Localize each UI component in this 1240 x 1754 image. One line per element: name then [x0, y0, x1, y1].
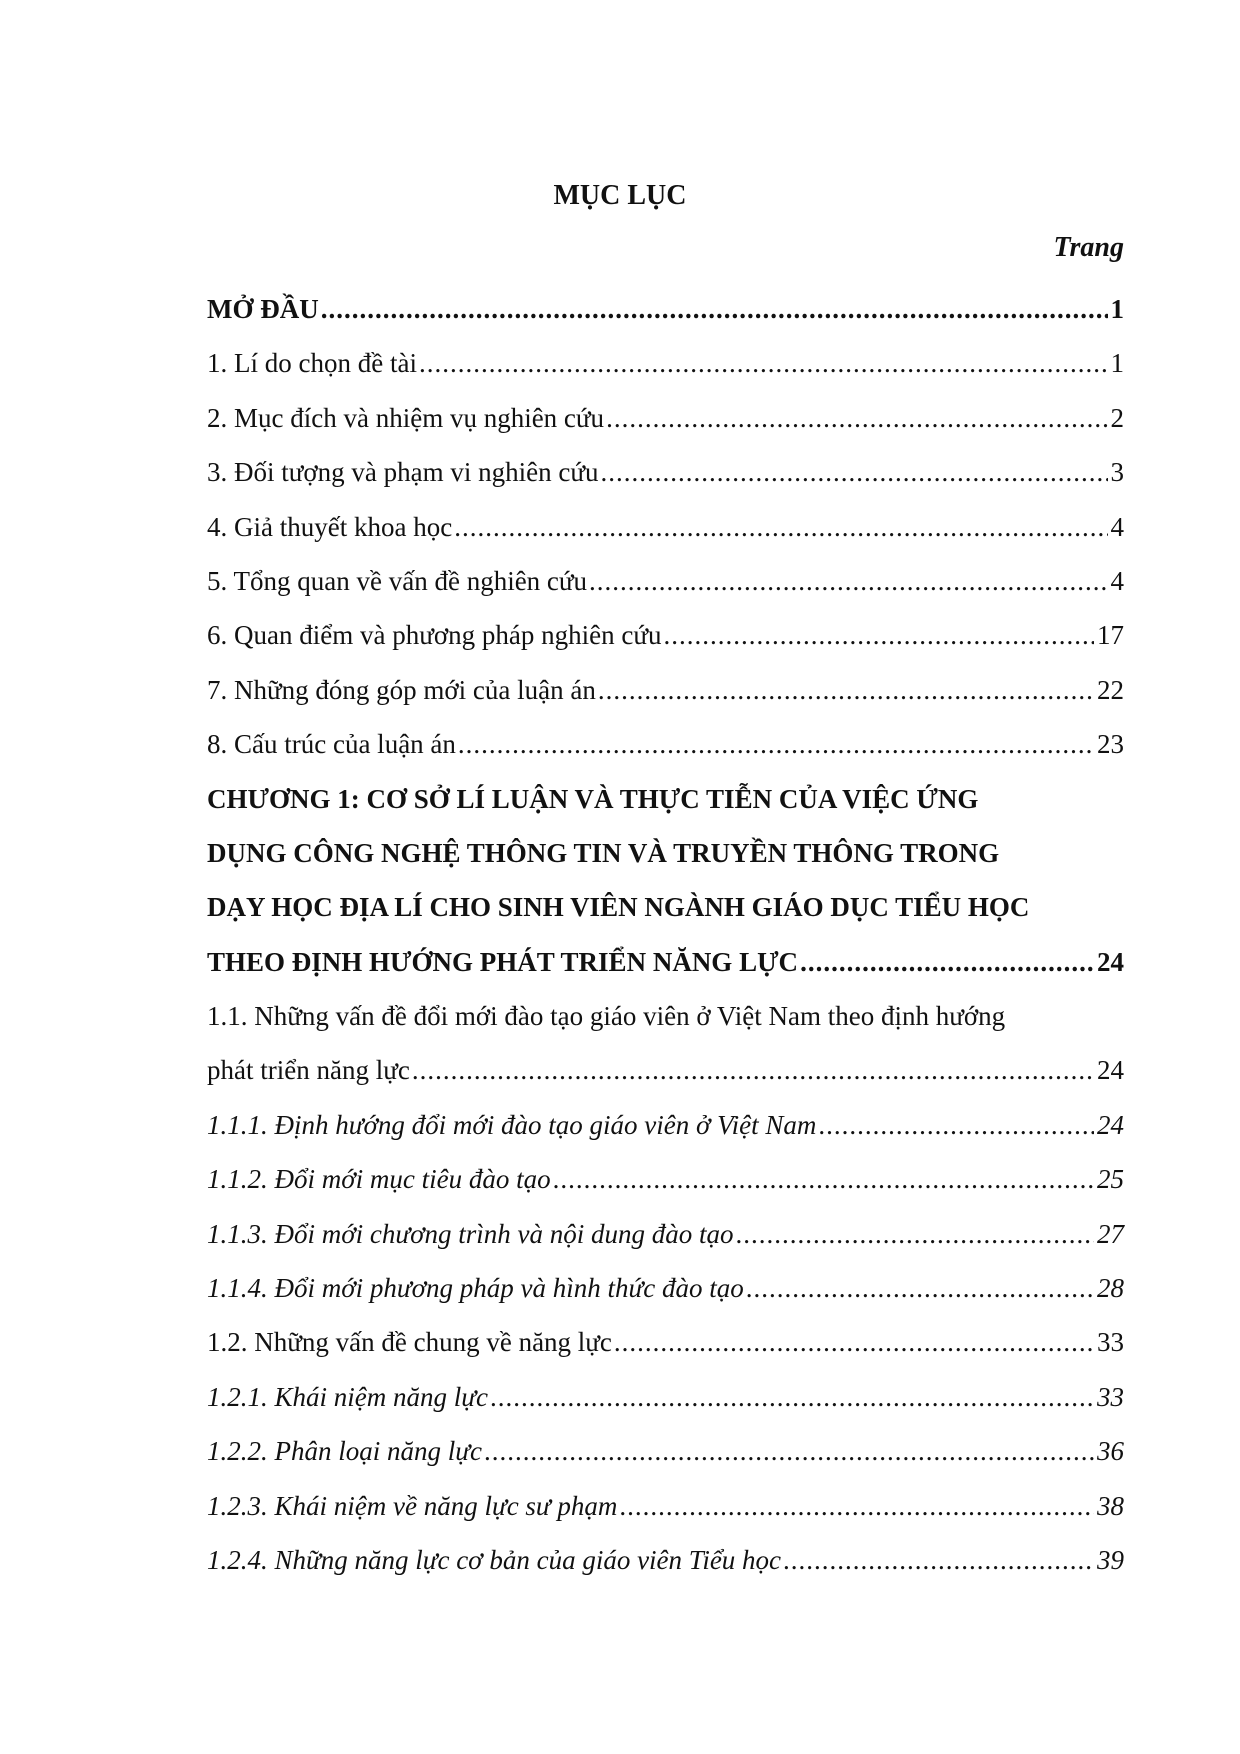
toc-entry-label: 8. Cấu trúc của luận án	[207, 729, 456, 760]
dot-leader	[746, 1261, 1094, 1315]
toc-entry-page: 33	[1097, 1381, 1124, 1412]
toc-entry-label: 1.2.2. Phân loại năng lực	[207, 1436, 482, 1467]
toc-entry-1-1-3[interactable]	[207, 1207, 1124, 1261]
toc-entry-page: 17	[1097, 620, 1124, 651]
dot-leader	[598, 663, 1094, 717]
toc-entry-label: 1.2.1. Khái niệm năng lực	[207, 1381, 488, 1412]
dot-leader	[490, 1370, 1094, 1424]
toc-entry-page: 2	[1110, 402, 1124, 433]
toc-entry-label: 1.1.1. Định hướng đổi mới đào tạo giáo viên ở Việt Nam	[207, 1109, 817, 1140]
toc-entry-page: 3	[1110, 457, 1124, 488]
toc-entry-page: 27	[1097, 1218, 1124, 1249]
toc-entry-label: 1.2. Những vấn đề chung về năng lực	[207, 1327, 612, 1358]
toc-chapter-heading: THEO ĐỊNH HƯỚNG PHÁT TRIỂN NĂNG LỰC	[207, 946, 799, 977]
dot-leader	[736, 1207, 1094, 1261]
toc-chapter-heading: CHƯƠNG 1: CƠ SỞ LÍ LUẬN VÀ THỰC TIỄN CỦA VIỆC ỨNG	[207, 783, 979, 814]
toc-entry-label: 1.1.2. Đổi mới mục tiêu đào tạo	[207, 1164, 551, 1195]
toc-entry-1-2-2[interactable]	[207, 1424, 1124, 1478]
toc-entry-2[interactable]	[207, 391, 1124, 445]
toc-entry-1-1-4[interactable]	[207, 1261, 1124, 1315]
dot-leader	[619, 1479, 1094, 1533]
toc-entry-page: 1	[1110, 294, 1124, 324]
toc-entry-label: 1.1.3. Đổi mới chương trình và nội dung đào tạo	[207, 1218, 734, 1249]
toc-entry-1-2-4[interactable]	[207, 1533, 1124, 1587]
toc-chapter-heading: DỤNG CÔNG NGHỆ THÔNG TIN VÀ TRUYỀN THÔNG TRONG	[207, 837, 1000, 868]
toc-entry-page: 38	[1097, 1490, 1124, 1521]
toc-entry-page: 1	[1110, 348, 1124, 379]
toc-chapter-heading: DẠY HỌC ĐỊA LÍ CHO SINH VIÊN NGÀNH GIÁO DỤC TIỂU HỌC	[207, 892, 1030, 923]
toc-entry-label: 1.2.4. Những năng lực cơ bản của giáo viên Tiểu học	[207, 1544, 782, 1575]
toc-entry-page: 28	[1097, 1273, 1124, 1304]
toc-entry-label: 1. Lí do chọn đề tài	[207, 348, 417, 379]
dot-leader	[458, 717, 1094, 771]
toc-chapter-1-line-3[interactable]	[207, 880, 1124, 934]
toc-entry-1-2-1[interactable]	[207, 1370, 1124, 1424]
toc-entry-1-1-1[interactable]	[207, 1098, 1124, 1152]
toc-entry-page: 23	[1097, 729, 1124, 760]
dot-leader	[818, 1098, 1094, 1152]
toc-entry-7[interactable]	[207, 663, 1124, 717]
toc-entry-1-2[interactable]	[207, 1315, 1124, 1369]
dot-leader	[663, 608, 1094, 662]
dot-leader	[454, 500, 1107, 554]
dot-leader	[412, 1043, 1094, 1097]
dot-leader	[589, 554, 1107, 608]
toc-entry-label: 1.1.4. Đổi mới phương pháp và hình thức đào tạo	[207, 1273, 744, 1304]
toc-entry-label: 2. Mục đích và nhiệm vụ nghiên cứu	[207, 402, 605, 433]
toc-entry-label: phát triển năng lực	[207, 1055, 410, 1086]
toc-entry-page: 25	[1097, 1164, 1124, 1195]
toc-entry-8[interactable]	[207, 717, 1124, 771]
dot-leader	[601, 445, 1108, 499]
toc-entry-3[interactable]	[207, 445, 1124, 499]
dot-leader	[553, 1152, 1094, 1206]
toc-entry-page: 4	[1110, 565, 1124, 596]
dot-leader	[419, 336, 1108, 390]
toc-chapter-1-line-2[interactable]	[207, 826, 1124, 880]
toc-entry-mo-dau[interactable]	[207, 282, 1124, 336]
toc-entry-1-1-2[interactable]	[207, 1152, 1124, 1206]
toc-entry-label: 5. Tổng quan về vấn đề nghiên cứu	[207, 565, 588, 596]
toc-entry-4[interactable]	[207, 500, 1124, 554]
toc-entry-page: 24	[1097, 1109, 1124, 1140]
toc-entry-page: 36	[1097, 1436, 1124, 1467]
toc-entry-label: 1.2.3. Khái niệm về năng lực sư phạm	[207, 1490, 618, 1521]
dot-leader	[484, 1424, 1094, 1478]
toc-entry-page: 4	[1110, 511, 1124, 542]
toc-page-column-label: Trang	[1053, 232, 1124, 263]
dot-leader	[783, 1533, 1094, 1587]
dot-leader	[800, 935, 1094, 989]
toc-entry-1[interactable]	[207, 336, 1124, 390]
toc-entry-label: 7. Những đóng góp mới của luận án	[207, 674, 596, 705]
toc-entry-6[interactable]	[207, 608, 1124, 662]
toc-entry-page: 24	[1097, 1055, 1124, 1086]
toc-entry-label: 1.1. Những vấn đề đổi mới đào tạo giáo viên ở Việt Nam theo định hướng	[207, 1001, 1006, 1032]
toc-list	[207, 282, 1124, 1587]
toc-title: MỤC LỤC	[553, 180, 687, 211]
toc-entry-label: 6. Quan điểm và phương pháp nghiên cứu	[207, 620, 662, 651]
toc-entry-label: MỞ ĐẦU	[207, 294, 319, 324]
dot-leader	[321, 282, 1108, 336]
toc-entry-1-1-line-2[interactable]	[207, 1043, 1124, 1097]
toc-entry-label: 3. Đối tượng và phạm vi nghiên cứu	[207, 457, 599, 488]
toc-entry-page: 33	[1097, 1327, 1124, 1358]
dot-leader	[614, 1315, 1094, 1369]
toc-entry-label: 4. Giả thuyết khoa học	[207, 511, 453, 542]
toc-entry-page: 22	[1097, 674, 1124, 705]
toc-chapter-1-line-4[interactable]	[207, 935, 1124, 989]
toc-entry-1-2-3[interactable]	[207, 1479, 1124, 1533]
toc-entry-1-1-line-1[interactable]	[207, 989, 1124, 1043]
toc-chapter-1-line-1[interactable]	[207, 772, 1124, 826]
dot-leader	[606, 391, 1107, 445]
toc-entry-page: 24	[1097, 946, 1124, 977]
toc-entry-page: 39	[1097, 1544, 1124, 1575]
toc-entry-5[interactable]	[207, 554, 1124, 608]
